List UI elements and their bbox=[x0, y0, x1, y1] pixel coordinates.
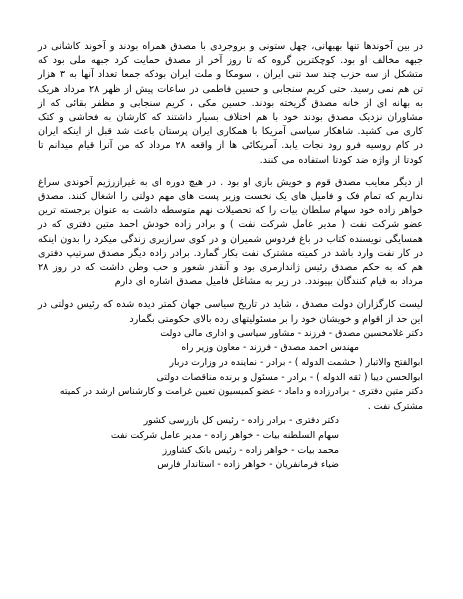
list-item: سهام السلطنه بیات - خواهر زاده - مدیر عامل شرکت نفت bbox=[110, 430, 339, 442]
list-item: دکتر دفتری - برادر زاده - رئیس کل بازرسی کشور bbox=[143, 415, 339, 427]
list-item: مهندس احمد مصدق - فرزند - معاون وزیر راه bbox=[181, 342, 359, 354]
paragraph-1: در بین آخوندها تنها بهبهانی، چهل ستونی و بروجردی با مصدق همراه بودند و آخوند کاشانی در جبهه مخالف او بود. کوچکترین گروه که تا روز آخر از مصدق حمایت کرد جبهه ملی بود که متشکل از سه حزب چند سد تنی ایران ، سومکا و ملت ایران بودکه جمعا تعداد آنها به ۳ هزار تن هم نمی رسید. حتی کریم سنجابی و حسین فاطمی در ساعات پیش از ظهر ۲۸ مرداد هریک به بهانه ای از خانه مصدق گریخته بودند. حسین مکی ، کریم سنجابی و مظفر بقائی که از مشاوران نزدیک مصدق بودند خود با هم اختلاف بسیار داشتند که کارشان به فحاشی و کتک کاری می کشید. شاهکار سیاسی آمریکا با همکاری ایران پرستان باعث شد قبل از اینکه ایران در کام روسیه فرو رود نجات یابد. آمریکائی ها از واقعه ۲۸ مرداد که من آنرا قیام میدانم تا کودتا از واژه ضد کودتا استفاده می کنند. bbox=[38, 41, 424, 166]
officials-list bbox=[38, 327, 423, 473]
paragraph-2: از دیگر معایب مصدق قوم و خویش بازی او بود . در هیچ دوره ای به غیرازرژیم آخوندی سراغ نداریم که تمام فک و فامیل های یک نخست وزیر پست های مهم دولتی را اشغال کنند. مصدق خواهر زاده خود سهام سلطان بیات را که تحصیلات نهم متوسطه داشت به عنوان برجسته ترین عضو شرکت نفت ( مدیر عامل شرکت نفت ) و برادر زاده خودش احمد متین دفتری که در همسایگی نویسنده کتاب در باغ فردوس شمیران و در کوی سرازیری زندگی میکرد را بدون اینکه در کار نفت وارد باشد در کمیته مشترک نفت بکار گمارد. برادر زاده دیگر مصدق سرتیپ دفتری هم که به حکم مصدق رئیس ژاندارمری بود و آنقدر شعور و حب وطن داشت که در روز ۲۸ مرداد به قیام کنندگان بپیوندد. در زیر به مشاغل فامیل مصدق اشاره ای دارم bbox=[38, 176, 423, 288]
list-item: دکتر متین دفتری - برادرزاده و داماد - عضو کمیسیون تعیین غرامت و کارشناس ارشد در کمیته مشترک نفت . bbox=[59, 386, 423, 412]
list-item: محمد بیات - خواهر زاده - رئیس بانک کشاورز bbox=[162, 444, 339, 456]
list-item: دکتر غلامحسین مصدق - فرزند - مشاور سیاسی و اداری مالی دولت bbox=[160, 327, 423, 339]
list-item: ابوالفتح والاتبار ( حشمت الدوله ) - برادر - نماینده در وزارت دربار bbox=[169, 357, 423, 369]
list-item: ابوالحسن دیبا ( ثقه الدوله ) - برادر - مسئول و برنده مناقصات دولتی bbox=[156, 371, 423, 383]
list-intro: لیست کارگزاران دولت مصدق ، شاید در تاریخ سیاسی جهان کمتر دیده شده که رئیس دولتی در این حد از اقوام و خویشان خود را بر مسئولیتهای رده بالای حکومتی بگمارد bbox=[38, 299, 423, 325]
list-item: ضیاء فرمانفریان - خواهر زاده - استاندار فارس bbox=[157, 459, 339, 471]
